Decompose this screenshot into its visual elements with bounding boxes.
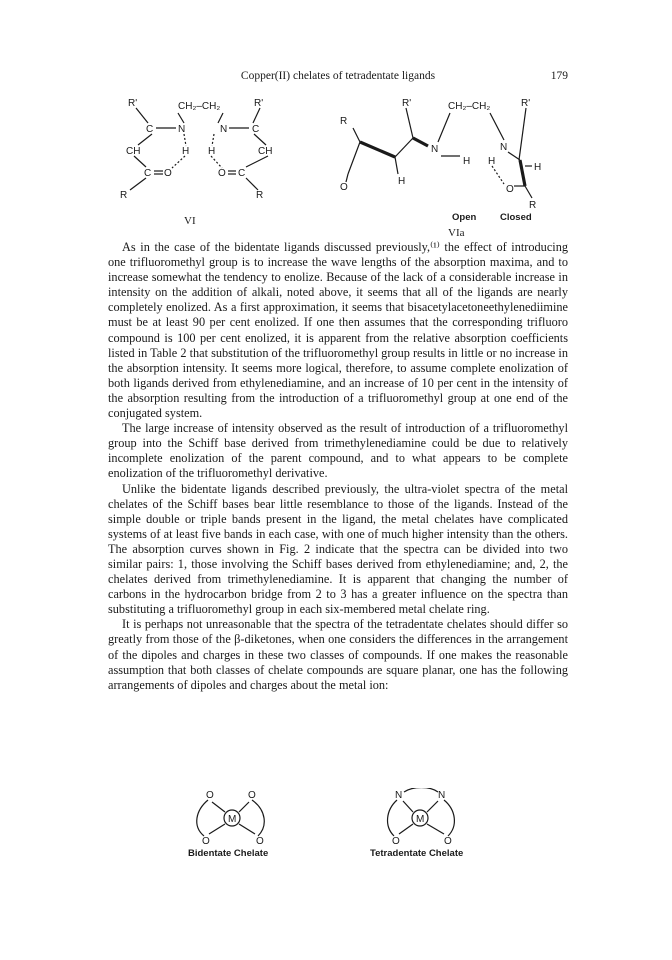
atom-r-prime-left: R': [128, 98, 138, 109]
caption-open: Open: [452, 212, 477, 223]
running-title: Copper(II) chelates of tetradentate ligands: [240, 70, 436, 82]
atom-via-n-right: N: [500, 142, 508, 153]
label-via: VIa: [448, 227, 465, 239]
structure-vi: [120, 98, 272, 227]
tetradentate-atom-o-right: O: [444, 836, 452, 847]
running-header: [108, 70, 568, 86]
paragraph-1: As in the case of the bidentate ligands discussed previously,⁽¹⁾ the effect of introducing one trifluoromethyl group is to increase the wave lengths of the absorption maxima, and to increase somewhat the tendency to enolize. Because of the lack of a considerable increase in intensity on the addition of alkali, noted above, it seems that all of the ligands are nearly completely enolized. As a first approximation, it seems that bisacetylacetoneethylenediimine must be at least 90 per cent enolized. If one then assumes that the corresponding trifluoro compound is 100 per cent enolized, it is apparent from the relative absorption coefficients listed in Table 2 that substitution of the trifluoromethyl group results in little or no increase in the absorption intensity. It seems more logical, therefore, to assume complete enolization of both ligands derived from ethylenediamine, and an increase of 10 per cent in the intensity of the absorption resulting from the introduction of a trifluoromethyl group at one end of the conjugated system.: [108, 240, 568, 421]
atom-via-o-left: O: [340, 182, 348, 193]
caption-closed: Closed: [500, 212, 532, 223]
body-text: [108, 240, 568, 693]
atom-via-r-right: R: [529, 200, 537, 211]
bidentate-chelate-diagram: [188, 790, 268, 858]
atom-via-h-4: H: [398, 176, 406, 187]
paragraph-2: The large increase of intensity observed as the result of introduction of a trifluoromethyl group into the Schiff base derived from trimethylenediamine could be due to relatively incomplete enolization of the parent compound, and to what appears to be complete enolization of the trifluoromethyl derivative.: [108, 421, 568, 481]
bidentate-metal: M: [228, 814, 237, 825]
chelate-diagrams: [108, 788, 568, 858]
atom-c-left: C: [146, 124, 154, 135]
atom-r-right: R: [256, 190, 264, 201]
atom-c-lower-right: C: [238, 168, 246, 179]
tetradentate-atom-o-left: O: [392, 836, 400, 847]
atom-via-h-3: H: [534, 162, 542, 173]
page-number: 179: [550, 70, 568, 82]
atom-via-ch2-ch2: CH₂–CH₂: [448, 101, 491, 112]
atom-via-h-1: H: [463, 156, 471, 167]
paragraph-3: Unlike the bidentate ligands described previously, the ultra-violet spectra of the metal chelates of the Schiff bases bear little resemblance to those of the ligands. Instead of the simple double or triple bands present in the ligand, the metal chelates have complicated systems of at least five bands in each case, with one of much higher intensity than the others. The absorption curves shown in Fig. 2 indicate that the spectra can be divided into two similar pairs: 1, those involving the Schiff bases derived from ethylenediamine; and, 2, the chelates derived from trimethylenediamine. It is apparent that changing the number of carbons in the hydrocarbon bridge from 2 to 3 has a greater influence on the spectra than substituting a trifluoromethyl group in each six-membered metal chelate ring.: [108, 481, 568, 617]
structure-via: [340, 98, 541, 239]
atom-via-o-right: O: [506, 184, 514, 195]
atom-h-right: H: [208, 146, 216, 157]
bidentate-atom-o-bottom-left: O: [202, 836, 210, 847]
paragraph-4: It is perhaps not unreasonable that the spectra of the tetradentate chelates should differ so greatly from those of the β-diketones, when one considers the differences in the arrangement of the dipoles and charges in these two classes of compounds. If one makes the reasonable assumption that both classes of chelate compounds are square planar, one has the following arrangements of dipoles and charges about the metal ion:: [108, 617, 568, 692]
caption-tetradentate: Tetradentate Chelate: [370, 848, 464, 858]
label-vi: VI: [184, 215, 196, 227]
atom-via-r: R: [340, 116, 348, 127]
atom-c-lower-left: C: [144, 168, 152, 179]
bidentate-atom-o-top-left: O: [206, 790, 214, 801]
tetradentate-chelate-diagram: [370, 788, 463, 858]
atom-ch2-ch2: CH₂–CH₂: [178, 101, 221, 112]
atom-h-left: H: [182, 146, 190, 157]
atom-n-left: N: [178, 124, 186, 135]
atom-ch-left: CH: [126, 146, 141, 157]
atom-r-left: R: [120, 190, 128, 201]
structure-figure-top: [108, 94, 568, 244]
bidentate-atom-o-top-right: O: [248, 790, 256, 801]
caption-bidentate: Bidentate Chelate: [188, 848, 269, 858]
atom-via-h-2: H: [488, 156, 496, 167]
atom-via-r-prime-right: R': [521, 98, 531, 109]
atom-o-right: O: [218, 168, 226, 179]
atom-r-prime-right: R': [254, 98, 264, 109]
atom-n-right: N: [220, 124, 228, 135]
tetradentate-metal: M: [416, 814, 425, 825]
atom-via-n-left: N: [431, 144, 439, 155]
atom-ch-right: CH: [258, 146, 273, 157]
tetradentate-atom-n-left: N: [395, 790, 403, 801]
atom-c-right: C: [252, 124, 260, 135]
atom-via-r-prime-left: R': [402, 98, 412, 109]
tetradentate-atom-n-right: N: [438, 790, 446, 801]
atom-o-left: O: [164, 168, 172, 179]
bidentate-atom-o-bottom-right: O: [256, 836, 264, 847]
